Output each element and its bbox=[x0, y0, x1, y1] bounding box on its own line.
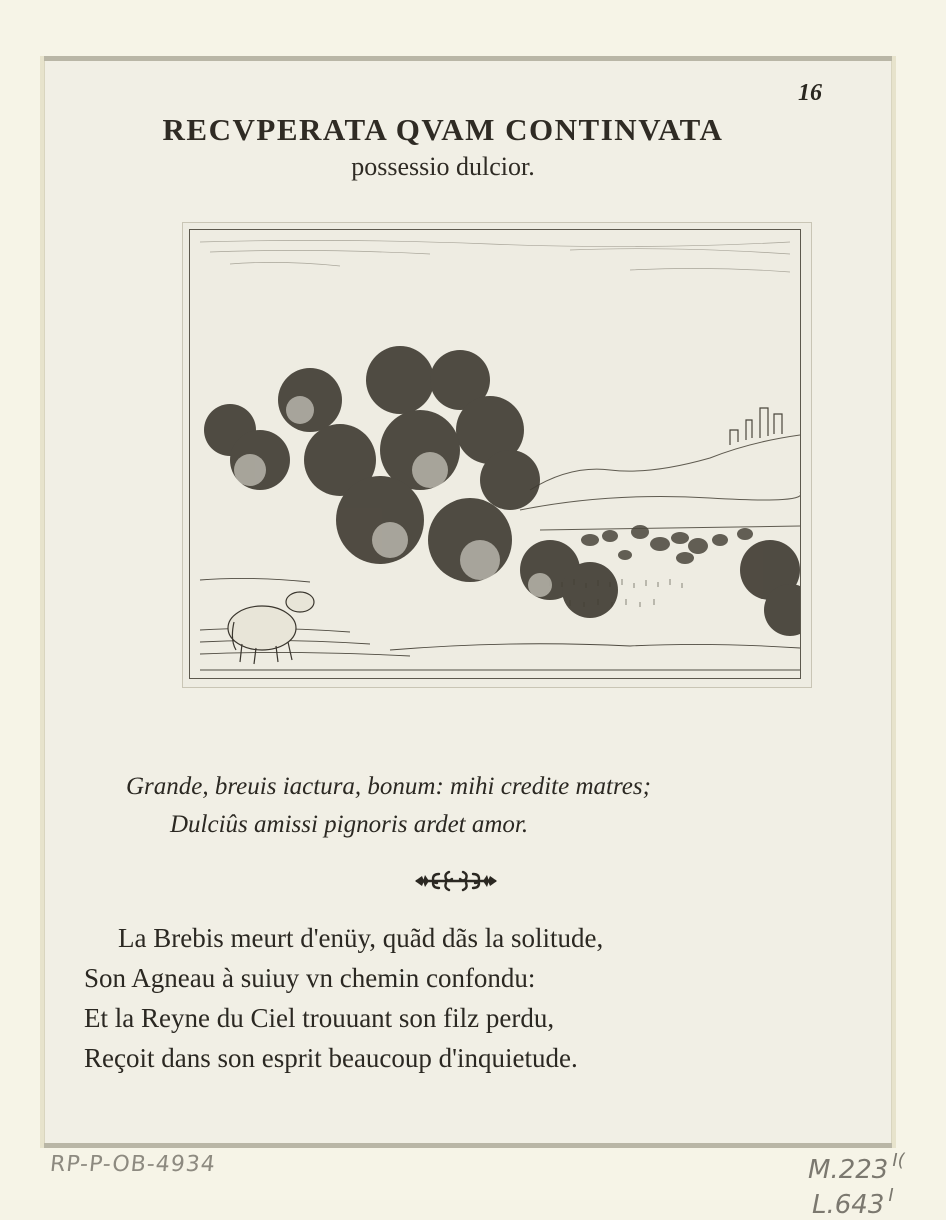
french-verse-line-2: Son Agneau à suiuy vn chemin confondu: bbox=[84, 963, 536, 993]
french-verse-line-3: Et la Reyne du Ciel trouuant son filz perdu, bbox=[84, 1003, 555, 1033]
catalog-ref-line-1: M.223 bbox=[808, 1155, 889, 1185]
french-verse bbox=[84, 918, 854, 1078]
catalog-ref-line-2: L.643 bbox=[812, 1190, 885, 1220]
flock-of-sheep bbox=[581, 525, 753, 564]
page-number: 16 bbox=[798, 80, 822, 106]
hills bbox=[520, 435, 801, 530]
lone-sheep bbox=[228, 592, 314, 664]
inventory-number: RP-P-OB-4934 bbox=[48, 1152, 218, 1177]
latin-verse-line-1: Grande, breuis iactura, bonum: mihi credite matres; bbox=[126, 773, 651, 800]
motto-subtitle: possessio dulcior. bbox=[351, 152, 535, 181]
latin-verse-line-2: Dulciûs amissi pignoris ardet amor. bbox=[170, 811, 529, 838]
landscape-illustration bbox=[189, 229, 801, 679]
french-verse-line-1: La Brebis meurt d'enüy, quãd dãs la solitude, bbox=[118, 923, 604, 953]
engraved-plate bbox=[182, 222, 812, 688]
motto-title: RECVPERATA QVAM CONTINVATA bbox=[162, 112, 724, 147]
sky-hatching bbox=[200, 240, 790, 272]
latin-verse bbox=[126, 768, 846, 844]
catalog-ref-line-1-sup: I( bbox=[892, 1150, 905, 1171]
french-verse-line-4: Reçoit dans son esprit beaucoup d'inquietude. bbox=[84, 1043, 578, 1073]
catalog-ref-line-2-sup: I bbox=[888, 1185, 894, 1206]
fleuron-ornament-icon bbox=[413, 866, 499, 896]
catalog-reference bbox=[808, 1148, 905, 1218]
